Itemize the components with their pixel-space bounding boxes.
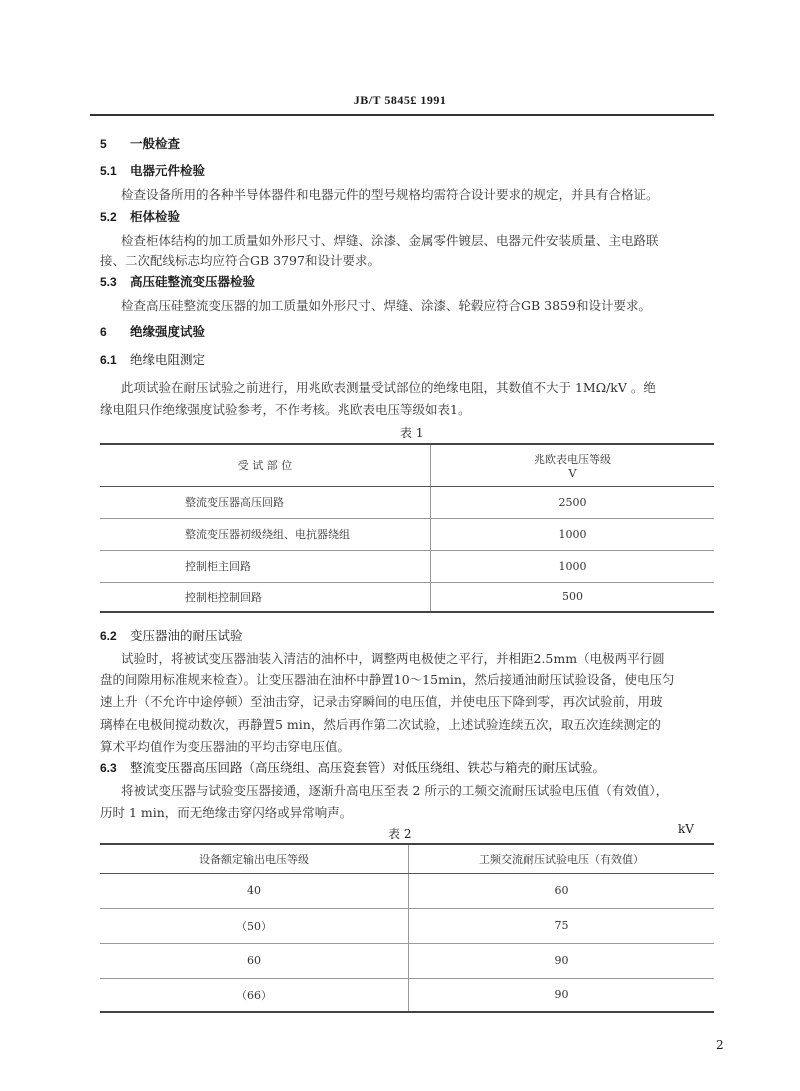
paragraph-line: 将被试变压器与试验变压器接通，逐渐升高电压至表 2 所示的工频交流耐压试验电压值（有效值）， — [121, 783, 669, 798]
table-cell: 控制柜主回路 — [100, 550, 431, 582]
section-title: 绝缘强度试验 — [130, 324, 206, 339]
header-rule — [90, 114, 714, 116]
table-cell: 1000 — [431, 518, 715, 550]
section-6-1-heading — [100, 350, 718, 368]
paragraph-line: 历时 1 min，而无绝缘击穿闪络或异常响声。 — [100, 805, 353, 820]
table-cell: 90 — [409, 978, 715, 1012]
table-cell: （50） — [100, 908, 409, 943]
table-row — [100, 550, 714, 582]
section-number: 6 — [100, 325, 107, 339]
table-2-unit: kV — [678, 822, 694, 836]
table-cell: 75 — [409, 908, 715, 943]
paragraph-line: 璃棒在电极间搅动数次，再静置5 min，然后再作第二次试验，上述试验连续五次，取五次连续测定的 — [100, 717, 661, 732]
table-row — [100, 486, 714, 518]
section-title: 变压器油的耐压试验 — [130, 628, 243, 643]
paragraph-line: 检查柜体结构的加工质量如外形尺寸、焊缝、涂漆、金属零件镀层、电器元件安装质量、主电路联 — [121, 233, 659, 248]
section-title: 电器元件检验 — [130, 163, 206, 178]
section-5-2-heading — [100, 207, 718, 225]
paragraph-line: 试验时，将被试变压器油装入清洁的油杯中，调整两电极使之平行，并相距2.5mm（电极两平行圆 — [121, 651, 665, 666]
column-header-rated: 设备额定输出电压等级 — [100, 844, 409, 873]
section-6-3-heading — [100, 758, 718, 776]
table-1-caption: 表 1 — [400, 426, 424, 440]
table-cell: 1000 — [431, 550, 715, 582]
paragraph-line: 此项试验在耐压试验之前进行，用兆欧表测量受试部位的绝缘电阻，其数值不大于 1MΩ/kV 。绝 — [121, 380, 656, 395]
paragraph-line: 缘电阻只作绝缘强度试验参考，不作考核。兆欧表电压等级如表1。 — [100, 402, 471, 417]
table-row — [100, 943, 714, 978]
section-title: 柜体检验 — [130, 209, 181, 224]
column-header-voltage — [431, 444, 715, 486]
section-6-heading — [100, 322, 718, 340]
table-cell: 60 — [100, 943, 409, 978]
paragraph-line: 盘的间隙用标准规来检查）。让变压器油在油杯中静置10～15min，然后接通油耐压试验设备，使电压匀 — [100, 672, 675, 687]
section-number: 6.1 — [100, 353, 117, 367]
section-number: 6.2 — [100, 629, 117, 643]
table-cell: （66） — [100, 978, 409, 1012]
table-1 — [100, 443, 714, 613]
paragraph-line: 速上升（不允许中途停顿）至油击穿，记录击穿瞬间的电压值，并使电压下降到零，再次试验前，用玻 — [100, 694, 663, 709]
table-row — [100, 518, 714, 550]
section-6-2-heading — [100, 626, 718, 644]
paragraph-line: 接、二次配线标志均应符合GB 3797和设计要求。 — [100, 253, 380, 268]
section-5-3-heading — [100, 272, 718, 290]
table-cell: 整流变压器初级绕组、电抗器绕组 — [100, 518, 431, 550]
table-row — [100, 582, 714, 612]
table-cell: 500 — [431, 582, 715, 612]
section-5-heading — [100, 134, 718, 152]
section-number: 5.1 — [100, 164, 117, 178]
section-title: 一般检查 — [130, 136, 181, 151]
document-header: JB/T 5845£ 1991 — [353, 93, 447, 107]
table-2 — [100, 843, 714, 1013]
section-title: 高压硅整流变压器检验 — [130, 274, 256, 289]
column-header-part: 受 试 部 位 — [100, 444, 431, 486]
paragraph-line: 算术平均值作为变压器油的平均击穿电压值。 — [100, 739, 351, 754]
table-cell: 2500 — [431, 486, 715, 518]
table-header-row — [100, 444, 714, 486]
table-row — [100, 873, 714, 908]
table-2-caption: 表 2 — [388, 827, 412, 841]
column-header-label: 兆欧表电压等级 — [534, 452, 611, 466]
section-number: 6.3 — [100, 761, 117, 775]
paragraph-line: 检查高压硅整流变压器的加工质量如外形尺寸、焊缝、涂漆、轮毂应符合GB 3859和设计要求。 — [121, 298, 651, 313]
section-title: 绝缘电阻测定 — [130, 352, 206, 367]
section-5-1-heading — [100, 161, 718, 179]
column-header-unit: V — [568, 466, 577, 480]
table-cell: 40 — [100, 873, 409, 908]
table-row — [100, 908, 714, 943]
table-cell: 控制柜控制回路 — [100, 582, 431, 612]
section-number: 5 — [100, 137, 107, 151]
table-header-row — [100, 844, 714, 873]
column-header-test: 工频交流耐压试验电压（有效值） — [409, 844, 715, 873]
page-number: 2 — [716, 1038, 724, 1052]
section-number: 5.2 — [100, 210, 117, 224]
section-number: 5.3 — [100, 275, 117, 289]
table-row — [100, 978, 714, 1012]
table-cell: 90 — [409, 943, 715, 978]
table-cell: 整流变压器高压回路 — [100, 486, 431, 518]
table-cell: 60 — [409, 873, 715, 908]
section-title: 整流变压器高压回路（高压绕组、高压瓷套管）对低压绕组、铁芯与箱壳的耐压试验。 — [130, 760, 606, 775]
paragraph-line: 检查设备所用的各种半导体器件和电器元件的型号规格均需符合设计要求的规定，并具有合格证。 — [121, 187, 659, 202]
